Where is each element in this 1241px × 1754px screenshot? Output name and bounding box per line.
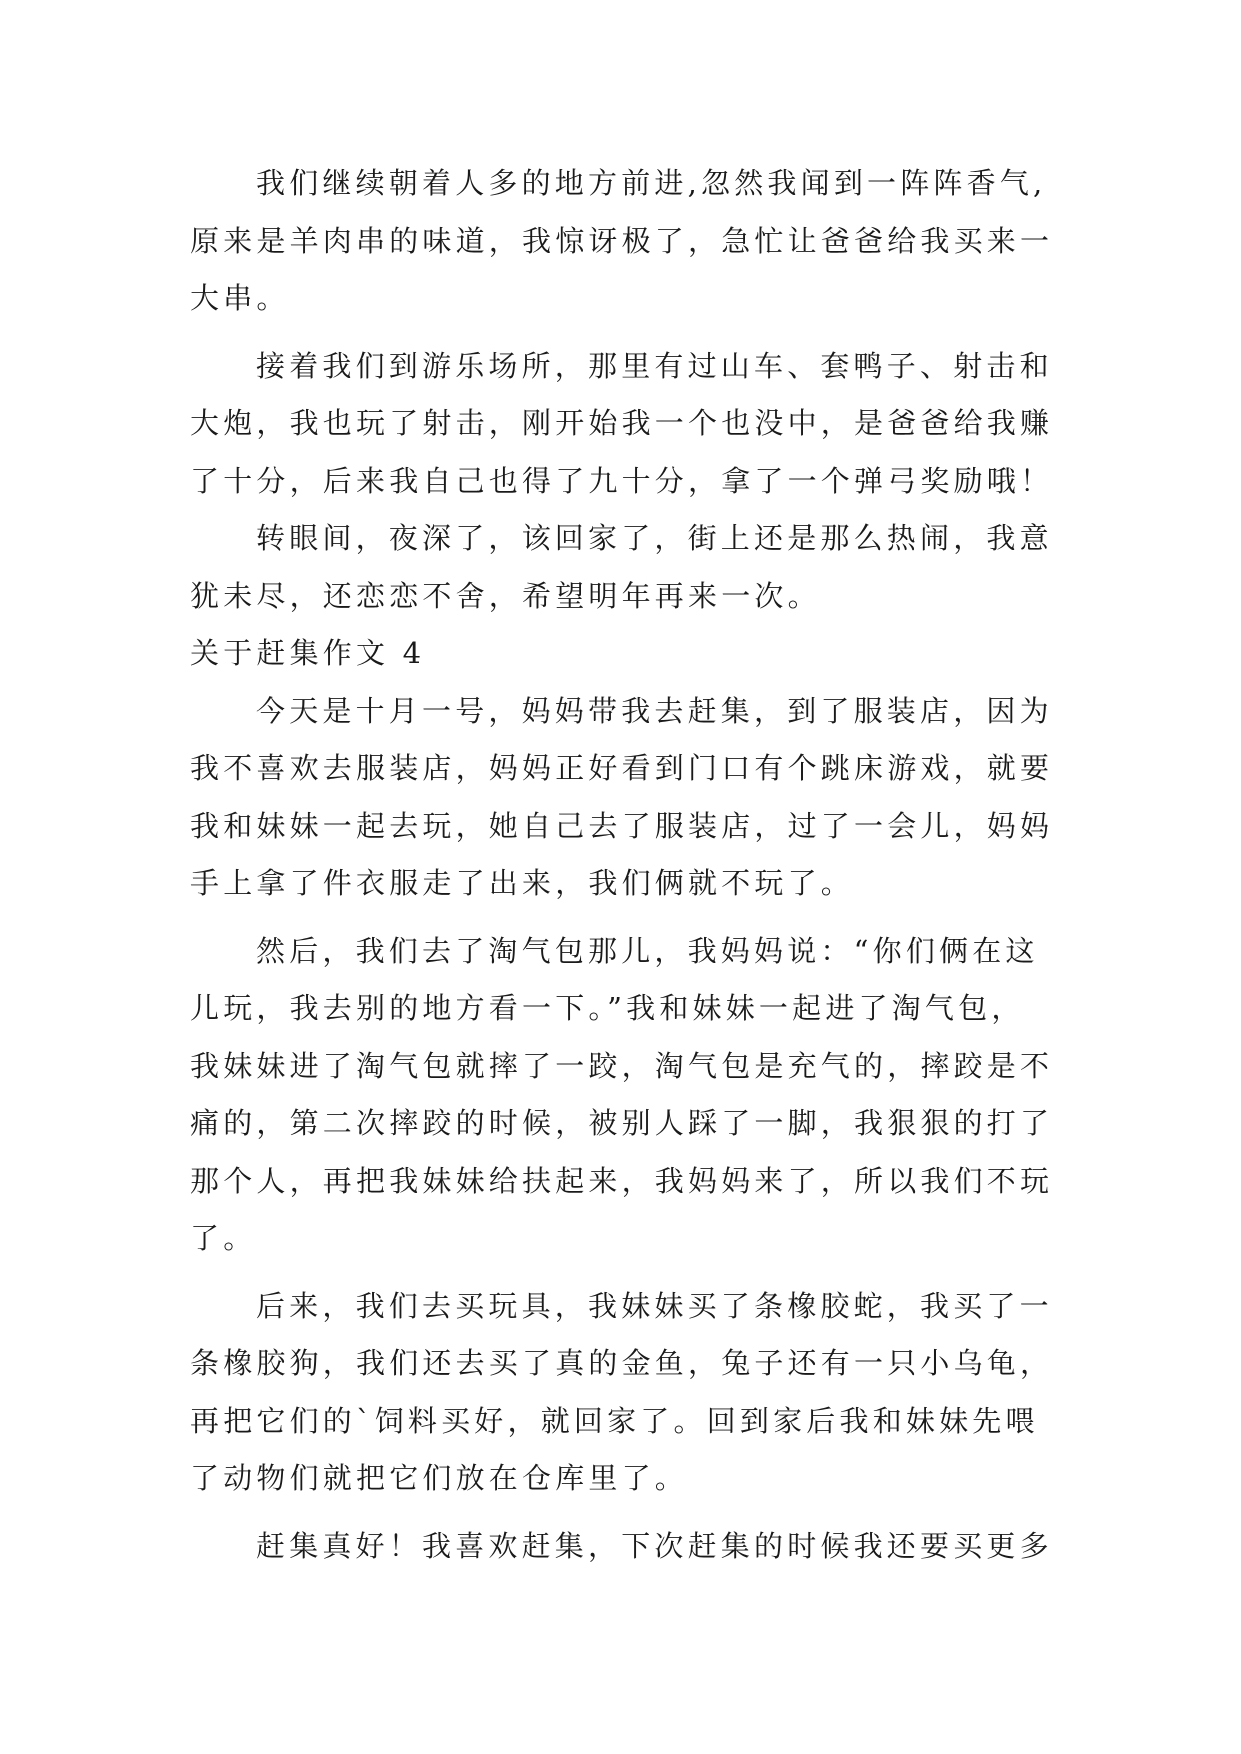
paragraph-line: 再把它们的`饲料买好，就回家了。回到家后我和妹妹先喂 [190,1403,1039,1438]
paragraph-line: 然后，我们去了淘气包那儿，我妈妈说：“你们俩在这 [256,933,1039,968]
paragraph-line: 后来，我们去买玩具，我妹妹买了条橡胶蛇，我买了一 [256,1288,1053,1323]
paragraph-line: 手上拿了件衣服走了出来，我们俩就不玩了。 [190,866,855,900]
section-heading: 关于赶集作文 4 [190,636,426,670]
paragraph-line: 了十分，后来我自己也得了九十分，拿了一个弹弓奖励哦！ [190,463,1054,498]
paragraph-line: 我不喜欢去服装店，妈妈正好看到门口有个跳床游戏，就要 [190,751,1054,785]
paragraph-line: 今天是十月一号，妈妈带我去赶集，到了服装店，因为 [256,693,1053,728]
document-body [190,155,1070,1575]
paragraph-line: 大炮，我也玩了射击，刚开始我一个也没中，是爸爸给我赚 [190,406,1054,440]
paragraph-line: 那个人，再把我妹妹给扶起来，我妈妈来了，所以我们不玩 [190,1163,1054,1198]
paragraph-line: 条橡胶狗，我们还去买了真的金鱼，兔子还有一只小乌龟， [190,1346,1054,1380]
paragraph-line: 赶集真好！我喜欢赶集，下次赶集的时候我还要买更多 [256,1528,1053,1563]
paragraph-line: 原来是羊肉串的味道，我惊讶极了，急忙让爸爸给我买来一 [190,223,1054,258]
paragraph-line: 了动物们就把它们放在仓库里了。 [190,1461,689,1495]
paragraph-line: 转眼间，夜深了，该回家了，街上还是那么热闹，我意 [256,521,1053,555]
paragraph-line: 大串。 [190,281,290,315]
paragraph-line: 犹未尽，还恋恋不舍，希望明年再来一次。 [190,578,821,613]
paragraph-line: 我和妹妹一起去玩，她自己去了服装店，过了一会儿，妈妈 [190,808,1054,843]
paragraph-line: 我们继续朝着人多的地方前进,忽然我闻到一阵阵香气, [256,166,1047,200]
paragraph-line: 了。 [190,1221,257,1255]
paragraph-line: 痛的，第二次摔跤的时候，被别人踩了一脚，我狠狠的打了 [190,1106,1054,1140]
paragraph-line: 我妹妹进了淘气包就摔了一跤，淘气包是充气的，摔跤是不 [190,1048,1054,1083]
paragraph-line: 接着我们到游乐场所，那里有过山车、套鸭子、射击和 [256,348,1053,383]
paragraph-line: 儿玩，我去别的地方看一下。”我和妹妹一起进了淘气包， [190,991,1025,1025]
